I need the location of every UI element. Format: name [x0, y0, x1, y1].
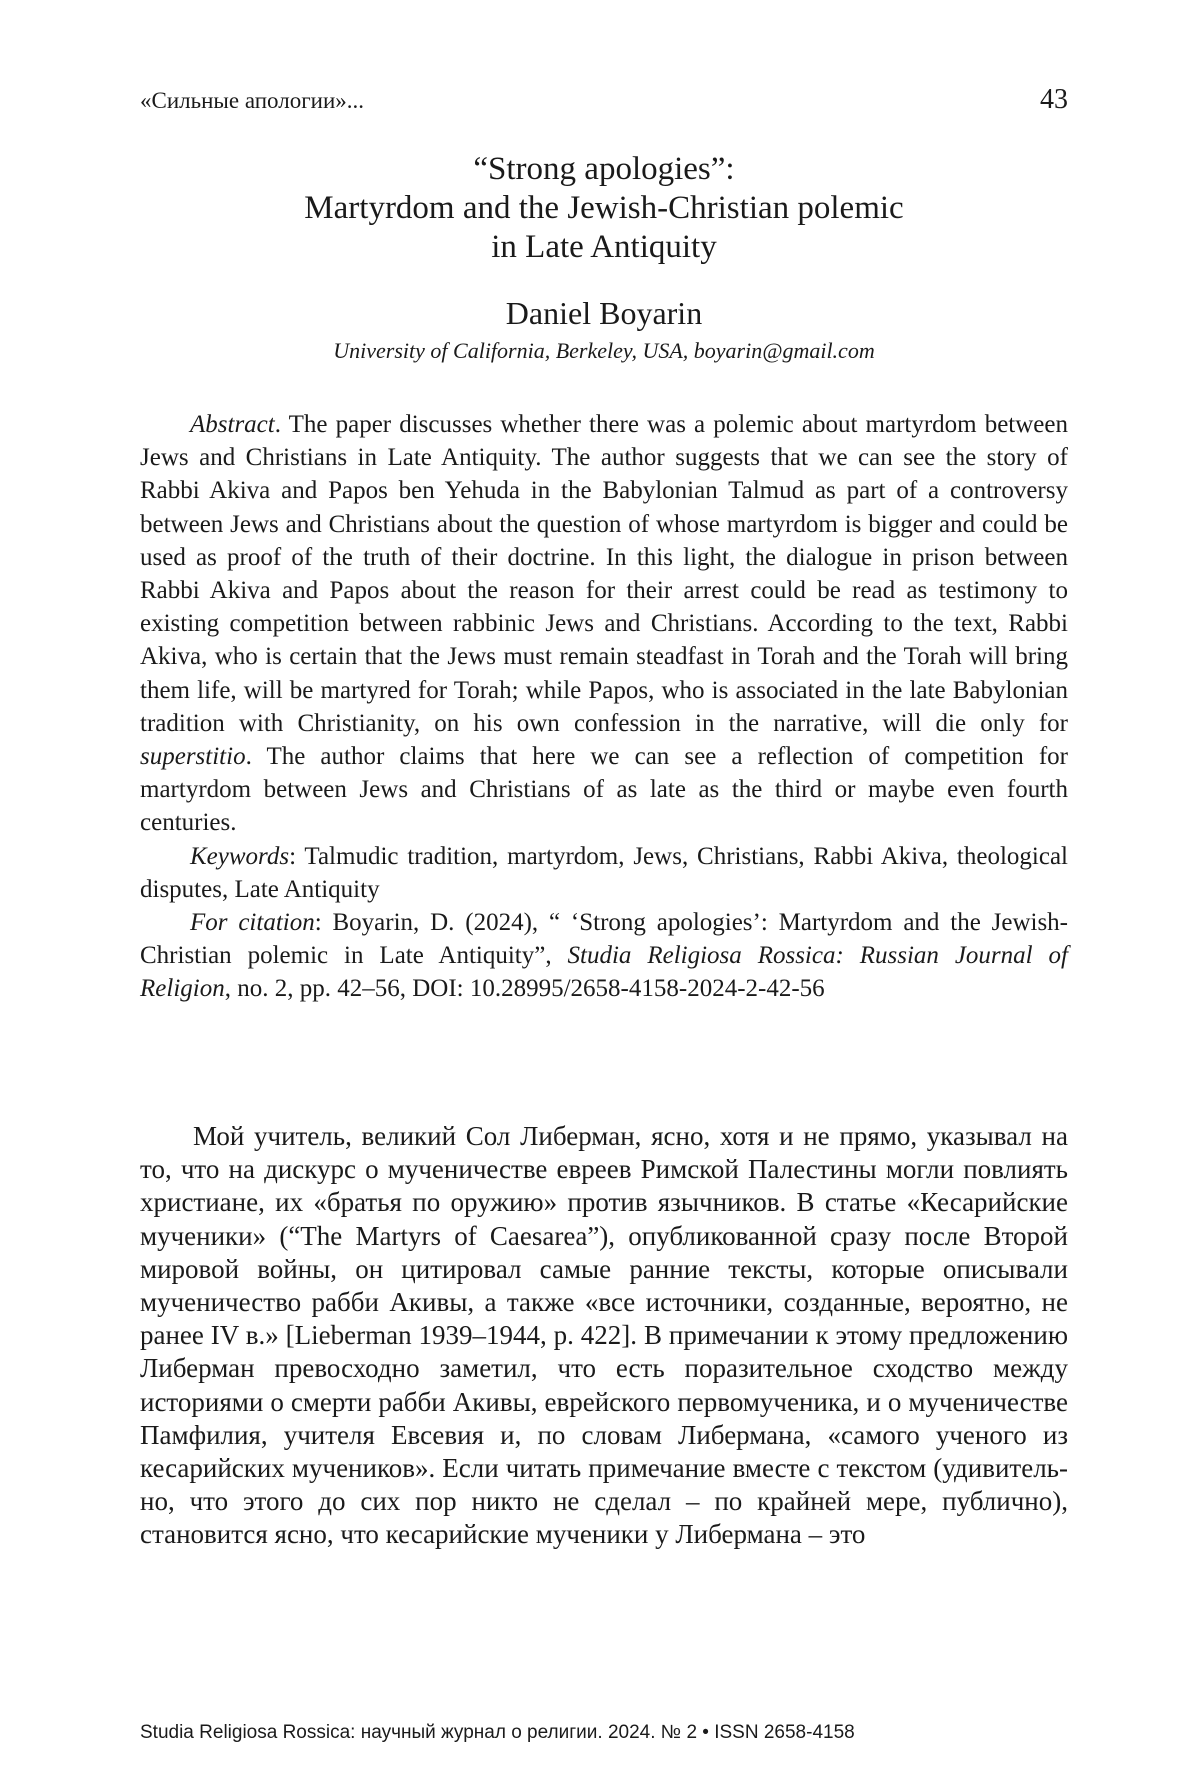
keywords-paragraph	[140, 840, 1068, 906]
abstract-text-2: . The author claims that here we can see a reflection of competition for martyrdom between Jews and Christians of as late as the third or maybe even fourth centuries.	[140, 743, 1068, 837]
running-title: «Сильные апологии»...	[140, 88, 365, 113]
abstract-paragraph	[140, 408, 1068, 840]
citation-text-2: , no. 2, pp. 42–56, DOI: 10.28995/2658-4158-2024-2-42-56	[224, 975, 825, 1003]
body-text	[140, 1120, 1068, 1552]
abstract-text-1: . The paper discusses whether there was a polemic about martyrdom between Jews and Christians in Late Antiquity. The author suggests that we can see the story of Rabbi Akiva and Papos ben Yehuda in the Babylonian Talmud as part of a controversy between Jews and Christians about the question of whose martyrdom is bigger and could be used as proof of the truth of their doctrine. In this light, the dialogue in prison between Rabbi Akiva and Papos about the reason for their arrest could be read as testimony to existing competition between rabbinic Jews and Christians. According to the text, Rabbi Akiva, who is certain that the Jews must remain steadfast in Torah and the Torah will bring them life, will be martyred for Torah; while Papos, who is associated in the late Babylonian tradition with Christianity, on his own confession in the narrative, will die only for	[140, 411, 1068, 737]
article-title-line-3: in Late Antiquity	[491, 229, 717, 265]
author-affiliation: University of California, Berkeley, USA, boyarin@gmail.com	[333, 338, 875, 363]
abstract-block	[140, 408, 1068, 1006]
article-title-line-1: “Strong apologies”:	[473, 151, 735, 187]
citation-label: For citation	[190, 909, 315, 937]
keywords-label: Keywords	[190, 842, 290, 870]
page-number: 43	[1040, 84, 1068, 115]
article-title-line-2: Martyrdom and the Jewish-Christian polemic	[304, 190, 904, 226]
citation-text-1: : Boyarin, D. (2024), “ ‘Strong apologies’: Martyrdom and the Jewish-Christian polemic in Late Antiquity”,	[140, 909, 1068, 970]
author-name: Daniel Boyarin	[505, 295, 703, 331]
citation-paragraph	[140, 906, 1068, 1006]
abstract-label: Abstract	[190, 411, 275, 438]
title-block	[140, 150, 1068, 365]
body-paragraph-1: Мой учитель, великий Сол Либерман, ясно, хотя и не прямо, указывал на то, что на дискурс о мученичестве евреев Римской Палестины могли повлиять христиане, их «братья по оружию» против язычников. В статье «Кесарийские мученики» (“The Martyrs of Caesarea”), опубликованной сразу после Второй мировой войны, он цитировал самые ранние тексты, которые описывали мученичество рабби Акивы, а также «все источники, созданные, вероятно, не ранее IV в.» [Lieberman 1939–1944, p. 422]. В примечании к этому предложению Либерман превосходно заметил, что есть поразительное сходство между историями о смерти рабби Акивы, еврейского первомученика, и о мученичестве Памфилия, учителя Евсевия и, по словам Либермана, «самого ученого из кесарийских мучеников». Если читать примечание вместе с текстом (удивительно, что этого до сих пор никто не сделал – по крайней мере, публично), становится ясно, что кесарийские мученики у Либермана – это	[140, 1121, 1068, 1550]
keywords-text: : Talmudic tradition, martyrdom, Jews, Christians, Rabbi Akiva, theological disputes, Late Antiquity	[140, 842, 1068, 903]
page-footer: Studia Religiosa Rossica: научный журнал о религии. 2024. № 2 • ISSN 2658-4158	[140, 1722, 855, 1743]
running-header	[140, 84, 1068, 116]
abstract-emphasis: superstitio	[140, 743, 246, 771]
citation-journal: Studia Religiosa Rossica: Russian Journal of Religion	[140, 942, 1068, 1003]
